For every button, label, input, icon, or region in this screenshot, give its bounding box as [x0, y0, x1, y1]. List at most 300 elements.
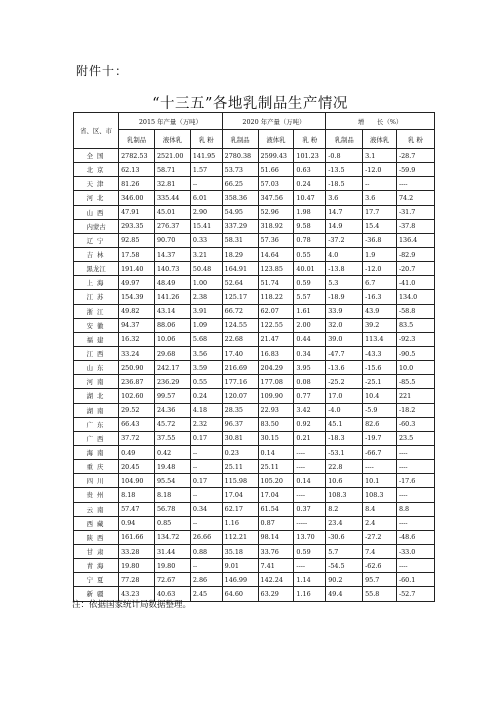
table-cell: 5.68 — [190, 332, 222, 346]
table-cell: 28.35 — [222, 403, 258, 417]
table-cell: -18.5 — [326, 177, 363, 191]
table-cell: -16.3 — [363, 290, 397, 304]
table-cell: 9.01 — [222, 559, 258, 573]
table-cell: 72.67 — [154, 573, 190, 587]
table-cell: 337.29 — [222, 219, 258, 233]
table-cell: 13.70 — [294, 530, 326, 544]
table-cell: 0.42 — [154, 445, 190, 459]
table-cell: ----- — [294, 516, 326, 530]
table-row — [74, 417, 435, 431]
table-cell: 25.11 — [222, 460, 258, 474]
table-cell: 0.94 — [119, 516, 155, 530]
table-cell: -54.5 — [326, 559, 363, 573]
table-cell: 123.85 — [258, 262, 294, 276]
table-cell: 122.55 — [258, 318, 294, 332]
table-cell: 108.3 — [326, 488, 363, 502]
table-cell: 57.36 — [258, 233, 294, 247]
table-cell: -- — [190, 177, 222, 191]
table-cell: 3.21 — [190, 247, 222, 261]
table-cell: 0.14 — [294, 474, 326, 488]
table-cell: 1.00 — [190, 276, 222, 290]
table-cell: -19.7 — [363, 431, 397, 445]
table-cell: ---- — [294, 460, 326, 474]
table-cell: -92.3 — [396, 332, 434, 346]
table-cell: 7.41 — [258, 559, 294, 573]
table-cell: 23.5 — [396, 431, 434, 445]
table-cell: 0.63 — [294, 163, 326, 177]
table-cell: 40.01 — [294, 262, 326, 276]
table-cell: 5.3 — [326, 276, 363, 290]
table-cell: 82.6 — [363, 417, 397, 431]
table-row — [74, 205, 435, 219]
region-name: 河南 — [74, 375, 119, 389]
table-cell: 1.16 — [294, 587, 326, 601]
table-cell: 43.23 — [119, 587, 155, 601]
table-cell: 25.11 — [258, 460, 294, 474]
table-cell: -13.6 — [326, 361, 363, 375]
table-row — [74, 474, 435, 488]
table-cell: -27.2 — [363, 530, 397, 544]
table-cell: -33.0 — [396, 544, 434, 558]
table-row — [74, 177, 435, 191]
table-cell: 134.72 — [154, 530, 190, 544]
table-row — [74, 361, 435, 375]
region-name: 重庆 — [74, 460, 119, 474]
table-cell: ---- — [396, 460, 434, 474]
table-cell: 22.8 — [326, 460, 363, 474]
table-cell: 1.98 — [294, 205, 326, 219]
table-cell: 90.70 — [154, 233, 190, 247]
table-cell: -18.2 — [396, 403, 434, 417]
table-cell: 0.88 — [190, 544, 222, 558]
table-cell: 61.54 — [258, 502, 294, 516]
table-cell: 120.07 — [222, 389, 258, 403]
region-name: 安徽 — [74, 318, 119, 332]
table-cell: 1.14 — [294, 573, 326, 587]
table-cell: 8.18 — [154, 488, 190, 502]
table-cell: 88.06 — [154, 318, 190, 332]
table-cell: 20.45 — [119, 460, 155, 474]
table-row — [74, 247, 435, 261]
table-cell: 37.72 — [119, 431, 155, 445]
table-cell: 347.56 — [258, 191, 294, 205]
table-row — [74, 163, 435, 177]
table-cell: 58.31 — [222, 233, 258, 247]
table-cell: 112.21 — [222, 530, 258, 544]
table-cell: 3.1 — [363, 149, 397, 163]
table-cell: 98.14 — [258, 530, 294, 544]
table-body — [74, 149, 435, 602]
table-cell: -82.9 — [396, 247, 434, 261]
table-cell: 52.96 — [258, 205, 294, 219]
table-cell: 54.95 — [222, 205, 258, 219]
table-cell: 250.90 — [119, 361, 155, 375]
table-cell: 161.66 — [119, 530, 155, 544]
table-cell: 0.78 — [294, 233, 326, 247]
table-cell: -60.1 — [396, 573, 434, 587]
table-cell: 10.0 — [396, 361, 434, 375]
table-cell: 10.47 — [294, 191, 326, 205]
table-cell: ---- — [396, 559, 434, 573]
table-row — [74, 573, 435, 587]
table-cell: -48.6 — [396, 530, 434, 544]
table-cell: -52.7 — [396, 587, 434, 601]
region-name: 青海 — [74, 559, 119, 573]
table-cell: 2.86 — [190, 573, 222, 587]
table-cell: 19.80 — [119, 559, 155, 573]
table-cell: 29.68 — [154, 346, 190, 360]
table-row — [74, 219, 435, 233]
table-cell: 4.18 — [190, 403, 222, 417]
table-cell: ---- — [396, 445, 434, 459]
table-row — [74, 445, 435, 459]
table-row — [74, 460, 435, 474]
table-cell: -53.1 — [326, 445, 363, 459]
table-cell: 0.14 — [258, 445, 294, 459]
table-cell: 2.00 — [294, 318, 326, 332]
region-name: 江苏 — [74, 290, 119, 304]
table-cell: -37.8 — [396, 219, 434, 233]
region-name: 吉林 — [74, 247, 119, 261]
source-note: 注：依据国家统计局数据整理。 — [72, 600, 192, 610]
table-cell: 0.92 — [294, 417, 326, 431]
table-row — [74, 502, 435, 516]
table-cell: 0.17 — [190, 431, 222, 445]
table-row — [74, 389, 435, 403]
region-name: 宁夏 — [74, 573, 119, 587]
table-cell: -15.6 — [363, 361, 397, 375]
region-name: 云南 — [74, 502, 119, 516]
table-cell: 94.37 — [119, 318, 155, 332]
table-cell: 3.6 — [326, 191, 363, 205]
col-header: 乳制品 — [326, 130, 363, 149]
table-cell: -- — [190, 559, 222, 573]
table-cell: 1.09 — [190, 318, 222, 332]
table-cell: -41.0 — [396, 276, 434, 290]
table-cell: 8.8 — [396, 502, 434, 516]
table-cell: 102.60 — [119, 389, 155, 403]
table-cell: 0.08 — [294, 375, 326, 389]
table-cell: -5.9 — [363, 403, 397, 417]
table-cell: 0.33 — [190, 233, 222, 247]
table-cell: 96.37 — [222, 417, 258, 431]
table-cell: 140.73 — [154, 262, 190, 276]
table-cell: -36.8 — [363, 233, 397, 247]
table-cell: 4.0 — [326, 247, 363, 261]
table-cell: 95.7 — [363, 573, 397, 587]
table-cell: 18.29 — [222, 247, 258, 261]
group-header-growth: 增 长（%） — [326, 113, 435, 130]
table-row — [74, 191, 435, 205]
table-row — [74, 375, 435, 389]
table-cell: -18.3 — [326, 431, 363, 445]
region-name: 黑龙江 — [74, 262, 119, 276]
table-cell: -- — [190, 516, 222, 530]
region-header: 省、区、市 — [74, 113, 119, 149]
table-cell: 5.57 — [294, 290, 326, 304]
table-cell: 55.8 — [363, 587, 397, 601]
table-cell: 22.93 — [258, 403, 294, 417]
table-cell: 95.54 — [154, 474, 190, 488]
table-cell: 3.6 — [363, 191, 397, 205]
table-cell: 104.90 — [119, 474, 155, 488]
table-cell: 17.40 — [222, 346, 258, 360]
table-cell: 24.36 — [154, 403, 190, 417]
table-cell: -31.7 — [396, 205, 434, 219]
table-cell: 236.29 — [154, 375, 190, 389]
table-cell: -- — [190, 488, 222, 502]
table-cell: -13.5 — [326, 163, 363, 177]
table-cell: 83.5 — [396, 318, 434, 332]
table-cell: 10.1 — [363, 474, 397, 488]
table-cell: 37.55 — [154, 431, 190, 445]
table-cell: -- — [190, 460, 222, 474]
table-cell: -0.8 — [326, 149, 363, 163]
table-cell: ---- — [396, 488, 434, 502]
table-cell: 43.9 — [363, 304, 397, 318]
table-cell: 66.72 — [222, 304, 258, 318]
table-cell: 62.07 — [258, 304, 294, 318]
table-cell: 0.21 — [294, 431, 326, 445]
table-cell: -25.1 — [363, 375, 397, 389]
table-cell: 90.2 — [326, 573, 363, 587]
region-name: 内蒙古 — [74, 219, 119, 233]
table-cell: 32.0 — [326, 318, 363, 332]
table-cell: 0.34 — [190, 502, 222, 516]
table-cell: -43.3 — [363, 346, 397, 360]
table-cell: 1.16 — [222, 516, 258, 530]
table-cell: -66.7 — [363, 445, 397, 459]
table-cell: 45.01 — [154, 205, 190, 219]
region-name: 辽宁 — [74, 233, 119, 247]
table-cell: 30.81 — [222, 431, 258, 445]
table-cell: 56.78 — [154, 502, 190, 516]
table-cell: 74.2 — [396, 191, 434, 205]
table-cell: 53.73 — [222, 163, 258, 177]
table-cell: 21.47 — [258, 332, 294, 346]
region-name: 广西 — [74, 431, 119, 445]
table-cell: 113.4 — [363, 332, 397, 346]
table-row — [74, 276, 435, 290]
table-cell: 29.52 — [119, 403, 155, 417]
table-cell: 0.37 — [294, 502, 326, 516]
table-cell: 30.15 — [258, 431, 294, 445]
table-cell: 51.74 — [258, 276, 294, 290]
table-cell: 39.0 — [326, 332, 363, 346]
table-cell: 51.66 — [258, 163, 294, 177]
table-cell: 17.04 — [258, 488, 294, 502]
table-cell: 6.01 — [190, 191, 222, 205]
table-row — [74, 431, 435, 445]
table-cell: 47.91 — [119, 205, 155, 219]
region-name: 湖南 — [74, 403, 119, 417]
table-cell: 0.17 — [190, 474, 222, 488]
table-cell: 15.41 — [190, 219, 222, 233]
table-row — [74, 149, 435, 163]
table-cell: 66.43 — [119, 417, 155, 431]
region-name: 福建 — [74, 332, 119, 346]
table-cell: 10.4 — [363, 389, 397, 403]
table-cell: -12.0 — [363, 262, 397, 276]
table-cell: -4.0 — [326, 403, 363, 417]
table-cell: 6.7 — [363, 276, 397, 290]
table-cell: 33.24 — [119, 346, 155, 360]
region-name: 浙江 — [74, 304, 119, 318]
table-cell: 204.29 — [258, 361, 294, 375]
dairy-production-table — [73, 112, 435, 602]
table-cell: 66.25 — [222, 177, 258, 191]
table-cell: 10.06 — [154, 332, 190, 346]
table-cell: 57.03 — [258, 177, 294, 191]
table-cell: 0.59 — [294, 544, 326, 558]
table-cell: 49.4 — [326, 587, 363, 601]
table-cell: 48.49 — [154, 276, 190, 290]
table-cell: 1.57 — [190, 163, 222, 177]
table-cell: 346.00 — [119, 191, 155, 205]
table-cell: 33.76 — [258, 544, 294, 558]
attachment-label: 附件十： — [76, 64, 129, 78]
table-cell: 58.71 — [154, 163, 190, 177]
table-cell: 39.2 — [363, 318, 397, 332]
table-cell: 3.59 — [190, 361, 222, 375]
table-cell: -30.6 — [326, 530, 363, 544]
table-cell: 0.77 — [294, 389, 326, 403]
region-name: 四川 — [74, 474, 119, 488]
table-cell: ---- — [294, 488, 326, 502]
table-cell: 8.18 — [119, 488, 155, 502]
table-cell: 0.55 — [190, 375, 222, 389]
table-cell: -60.3 — [396, 417, 434, 431]
table-cell: 105.20 — [258, 474, 294, 488]
table-cell: 221 — [396, 389, 434, 403]
table-cell: 52.64 — [222, 276, 258, 290]
region-name: 河北 — [74, 191, 119, 205]
table-cell: 32.81 — [154, 177, 190, 191]
table-row — [74, 233, 435, 247]
table-cell: 33.9 — [326, 304, 363, 318]
table-cell: 16.83 — [258, 346, 294, 360]
table-cell: 57.47 — [119, 502, 155, 516]
table-cell: 23.4 — [326, 516, 363, 530]
table-cell: 141.95 — [190, 149, 222, 163]
table-cell: 83.50 — [258, 417, 294, 431]
table-row — [74, 304, 435, 318]
table-cell: 62.13 — [119, 163, 155, 177]
group-header-2015: 2015 年产量（万吨） — [119, 113, 223, 130]
table-cell: 177.08 — [258, 375, 294, 389]
table-cell: 33.28 — [119, 544, 155, 558]
table-cell: 1.9 — [363, 247, 397, 261]
region-name: 山西 — [74, 205, 119, 219]
col-header: 乳 粉 — [190, 130, 222, 149]
table-cell: 154.39 — [119, 290, 155, 304]
table-cell: ---- — [294, 445, 326, 459]
region-name: 甘肃 — [74, 544, 119, 558]
table-cell: 335.44 — [154, 191, 190, 205]
table-row — [74, 559, 435, 573]
table-cell: 2782.53 — [119, 149, 155, 163]
table-cell: 8.4 — [363, 502, 397, 516]
table-row — [74, 346, 435, 360]
table-cell: 64.60 — [222, 587, 258, 601]
table-row — [74, 530, 435, 544]
table-cell: 2.45 — [190, 587, 222, 601]
table-cell: 318.92 — [258, 219, 294, 233]
col-header: 乳 粉 — [396, 130, 434, 149]
table-cell: -12.0 — [363, 163, 397, 177]
table-cell: 164.91 — [222, 262, 258, 276]
table-cell: 50.48 — [190, 262, 222, 276]
table-cell: 22.68 — [222, 332, 258, 346]
table-cell: 14.9 — [326, 219, 363, 233]
table-cell: 35.18 — [222, 544, 258, 558]
table-cell: -59.9 — [396, 163, 434, 177]
table-cell: 3.91 — [190, 304, 222, 318]
table-cell: 2521.00 — [154, 149, 190, 163]
table-cell: 2.38 — [190, 290, 222, 304]
table-row — [74, 516, 435, 530]
col-header: 乳 粉 — [294, 130, 326, 149]
table-cell: 2780.38 — [222, 149, 258, 163]
table-cell: -47.7 — [326, 346, 363, 360]
table-cell: 92.85 — [119, 233, 155, 247]
table-cell: 62.17 — [222, 502, 258, 516]
table-cell: 293.35 — [119, 219, 155, 233]
table-cell: -25.2 — [326, 375, 363, 389]
table-cell: 0.59 — [294, 276, 326, 290]
table-cell: 19.80 — [154, 559, 190, 573]
region-name: 海南 — [74, 445, 119, 459]
table-row — [74, 544, 435, 558]
table-cell: 0.49 — [119, 445, 155, 459]
region-name: 江西 — [74, 346, 119, 360]
table-cell: -- — [363, 177, 397, 191]
table-cell: 45.1 — [326, 417, 363, 431]
col-header: 液体乳 — [363, 130, 397, 149]
table-cell: 108.3 — [363, 488, 397, 502]
table-cell: 216.69 — [222, 361, 258, 375]
table-cell: 14.64 — [258, 247, 294, 261]
region-name: 山东 — [74, 361, 119, 375]
table-cell: 2.4 — [363, 516, 397, 530]
table-cell: -18.9 — [326, 290, 363, 304]
table-cell: 49.82 — [119, 304, 155, 318]
table-cell: 124.55 — [222, 318, 258, 332]
table-cell: -13.8 — [326, 262, 363, 276]
table-cell: 10.6 — [326, 474, 363, 488]
table-cell: 0.85 — [154, 516, 190, 530]
document-title: “十三五”各地乳制品生产情况 — [152, 96, 348, 112]
table-cell: -58.8 — [396, 304, 434, 318]
table-row — [74, 318, 435, 332]
table-cell: 125.17 — [222, 290, 258, 304]
table-cell: 136.4 — [396, 233, 434, 247]
table-cell: -28.7 — [396, 149, 434, 163]
table-cell: 15.4 — [363, 219, 397, 233]
table-cell: 358.36 — [222, 191, 258, 205]
col-header: 液体乳 — [154, 130, 190, 149]
table-cell: 191.40 — [119, 262, 155, 276]
table-cell: 8.2 — [326, 502, 363, 516]
table-cell: 45.72 — [154, 417, 190, 431]
table-cell: -90.5 — [396, 346, 434, 360]
table-cell: 2599.43 — [258, 149, 294, 163]
region-name: 广东 — [74, 417, 119, 431]
region-name: 贵州 — [74, 488, 119, 502]
table-cell: 17.04 — [222, 488, 258, 502]
region-name: 北京 — [74, 163, 119, 177]
col-header: 乳制品 — [222, 130, 258, 149]
